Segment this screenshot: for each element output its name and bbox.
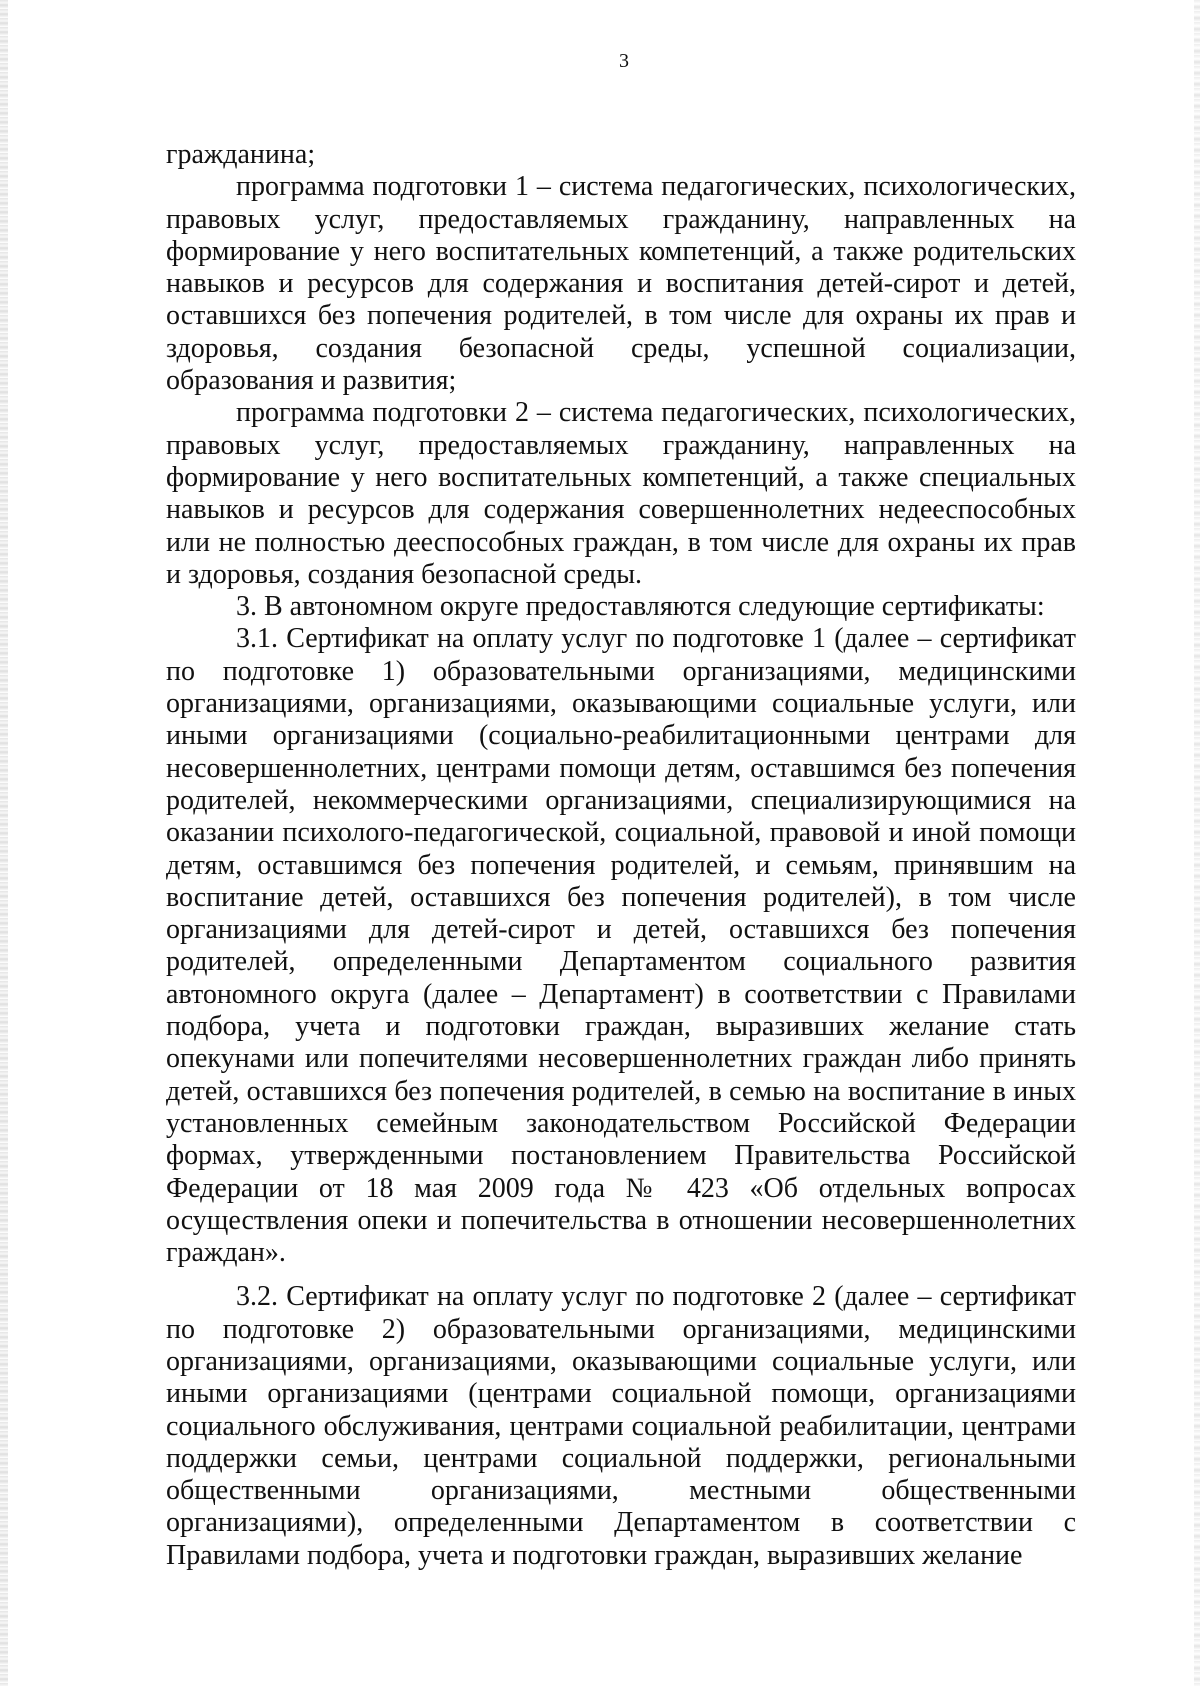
paragraph-program-1-definition: программа подготовки 1 – система педагогических, психологических, правовых услуг, предоставляемых гражданину, направленных на формирование у него воспитательных компетенций, а также родительских навыков и ресурсов для содержания и воспитания детей-сирот и детей, оставшихся без попечения родителей, в том числе для охраны их прав и здоровья, создания безопасной среды, успешной социализации, образования и развития; xyxy=(166,171,1076,397)
document-body xyxy=(166,139,1076,1572)
paragraph-citizen-fragment: гражданина; xyxy=(166,139,316,170)
paragraph-program-2-definition: программа подготовки 2 – система педагогических, психологических, правовых услуг, предоставляемых гражданину, направленных на формирование у него воспитательных компетенций, а также специальных навыков и ресурсов для содержания совершеннолетних недееспособных или не полностью дееспособных граждан, в том числе для охраны их прав и здоровья, создания безопасной среды. xyxy=(166,397,1076,590)
paragraph-section-3-2: 3.2. Сертификат на оплату услуг по подготовке 2 (далее – сертификат по подготовке 2) образовательными организациями, медицинскими организациями, организациями, оказывающими социальные услуги, или иными организациями (центрами социальной помощи, организациями социального обслуживания, центрами социальной реабилитации, центрами поддержки семьи, центрами социальной поддержки, региональными общественными организациями, местными общественными организациями), определенными Департаментом в соответствии с Правилами подбора, учета и подготовки граждан, выразивших желание xyxy=(166,1281,1076,1571)
paragraph-section-3-1: 3.1. Сертификат на оплату услуг по подготовке 1 (далее – сертификат по подготовке 1) образовательными организациями, медицинскими организациями, организациями, оказывающими социальные услуги, или иными организациями (социально-реабилитационными центрами для несовершеннолетних, центрами помощи детям, оставшимся без попечения родителей, некоммерческими организациями, специализирующимися на оказании психолого-педагогической, социальной, правовой и иной помощи детям, оставшимся без попечения родителей, и семьям, принявшим на воспитание детей, оставшихся без попечения родителей), в том числе организациями для детей-сирот и детей, оставшихся без попечения родителей, определенными Департаментом социального развития автономного округа (далее – Департамент) в соответствии с Правилами подбора, учета и подготовки граждан, выразивших желание стать опекунами или попечителями несовершеннолетних граждан либо принять детей, оставшихся без попечения родителей, в семью на воспитание в иных установленных семейным законодательством Российской Федерации формах, утвержденными постановлением Правительства Российской Федерации от 18 мая 2009 года № 423 «Об отдельных вопросах осуществления опеки и попечительства в отношении несовершеннолетних граждан». xyxy=(166,623,1076,1269)
scan-edge-right xyxy=(1194,0,1200,1686)
scan-edge-left xyxy=(0,0,8,1686)
paragraph-section-3: 3. В автономном округе предоставляются следующие сертификаты: xyxy=(236,591,1045,623)
page-number: 3 xyxy=(619,50,629,72)
